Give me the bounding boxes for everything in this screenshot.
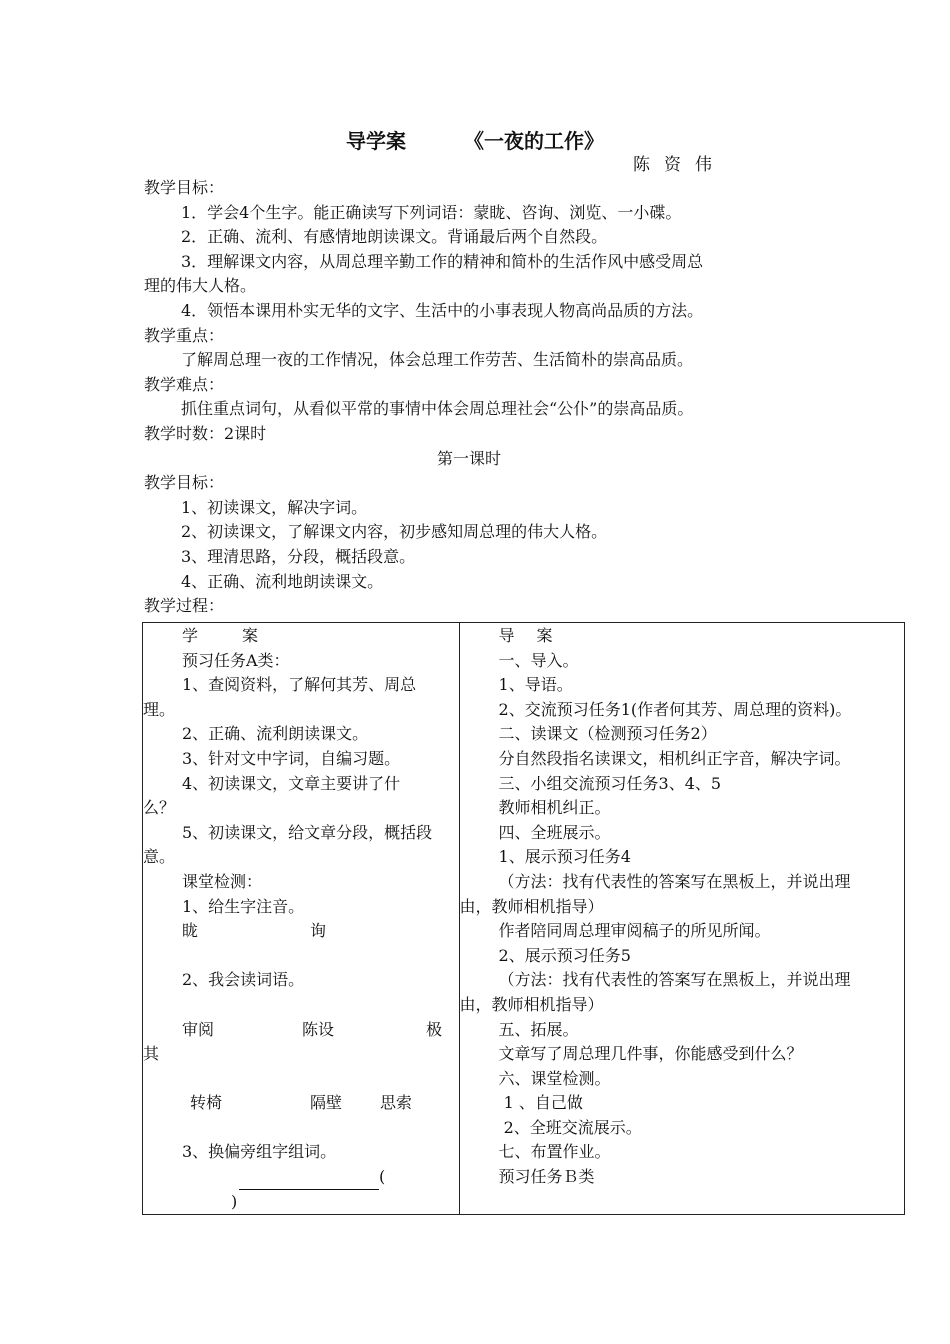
fill-blank-close <box>143 1190 459 1215</box>
title-left: 导学案 <box>346 129 406 153</box>
word-6: 思索 <box>380 1093 413 1113</box>
step-homework: 七、布置作业。 <box>498 1142 611 1162</box>
teaching-plan-header: 导案 <box>498 626 575 645</box>
word-row-2 <box>143 1091 459 1116</box>
fill-blank-row <box>143 1165 459 1190</box>
lesson-goal-3: 3、理清思路，分段，概括段意。 <box>181 546 416 566</box>
lesson-one-heading: 第一课时 <box>436 448 501 468</box>
step-show-1-answer: 作者陪同周总理审阅稿子的所见所闻。 <box>498 921 771 941</box>
step-show-1-method-a: （方法：找有代表性的答案写在黑板上，并说出理 <box>498 871 851 891</box>
step-check: 六、课堂检测。 <box>498 1068 611 1088</box>
document-title <box>0 125 950 154</box>
process-heading: 教学过程： <box>144 596 225 616</box>
step-show-2-method-b: 由，教师相机指导） <box>459 994 604 1014</box>
task-1b: 理。 <box>143 699 176 719</box>
difficulties-heading: 教学难点： <box>144 374 225 394</box>
char-1: 眬 <box>182 921 199 941</box>
task-3: 3、针对文中字词，自编习题。 <box>182 748 401 768</box>
key-points-heading: 教学重点： <box>144 325 225 345</box>
task-2: 2、正确、流利朗读课文。 <box>182 724 369 744</box>
fill-blank-line <box>239 1173 379 1190</box>
check-3: 3、换偏旁组字组词。 <box>182 1142 337 1162</box>
step-group: 三、小组交流预习任务3、4、5 <box>498 773 722 793</box>
word-3b: 其 <box>143 1044 160 1064</box>
title-right: 《一夜的工作》 <box>464 129 604 153</box>
step-extend: 五、拓展。 <box>498 1019 579 1039</box>
paren-open: ( <box>379 1167 386 1187</box>
lesson-objectives-heading: 教学目标： <box>144 473 225 493</box>
check-1: 1、给生字注音。 <box>182 896 305 916</box>
key-points: 了解周总理一夜的工作情况，体会总理工作劳苦、生活简朴的崇高品质。 <box>181 350 694 370</box>
step-intro: 一、导入。 <box>498 650 579 670</box>
study-plan-column <box>143 623 460 1215</box>
lesson-goal-4: 4、正确、流利地朗读课文。 <box>181 571 384 591</box>
word-5: 隔壁 <box>310 1093 343 1113</box>
step-intro-2: 2、交流预习任务1(作者何其芳、周总理的资料)。 <box>498 699 852 719</box>
word-row-1 <box>143 1018 459 1043</box>
word-4: 转椅 <box>190 1093 223 1113</box>
char-2: 询 <box>310 921 327 941</box>
char-row <box>143 919 459 944</box>
word-2: 陈设 <box>302 1019 335 1039</box>
step-homework-task-b: 预习任务Ｂ类 <box>498 1167 595 1187</box>
step-show: 四、全班展示。 <box>498 822 611 842</box>
objectives-heading: 教学目标： <box>144 178 225 197</box>
task-5b: 意。 <box>143 847 176 867</box>
task-1a: 1、查阅资料，了解何其芳、周总 <box>182 675 417 695</box>
teaching-plan-column <box>459 623 904 1215</box>
step-show-2-method-a: （方法：找有代表性的答案写在黑板上，并说出理 <box>498 970 851 990</box>
objective-2: 2．正确、流利、有感情地朗读课文。背诵最后两个自然段。 <box>181 227 608 247</box>
teaching-process-table <box>142 622 905 1215</box>
step-show-1-method-b: 由，教师相机指导） <box>459 896 604 916</box>
step-group-detail: 教师相机纠正。 <box>498 798 611 818</box>
step-intro-1: 1、导语。 <box>498 675 573 695</box>
word-1: 审阅 <box>182 1019 215 1039</box>
teaching-hours: 教学时数：2课时 <box>144 423 267 443</box>
study-plan-header: 学案 <box>182 626 303 645</box>
task-4a: 4、初读课文，文章主要讲了什 <box>182 773 401 793</box>
word-3a: 极 <box>426 1019 443 1039</box>
step-extend-question: 文章写了周总理几件事，你能感受到什么？ <box>498 1044 803 1064</box>
task-a-heading: 预习任务A类： <box>182 650 290 670</box>
task-4b: 么？ <box>143 798 176 818</box>
author-name: 陈资伟 <box>633 155 726 175</box>
objective-3a: 3．理解课文内容，从周总理辛勤工作的精神和简朴的生活作风中感受周总 <box>181 251 704 271</box>
step-check-1: 1 、自己做 <box>498 1093 583 1113</box>
paren-close: ) <box>231 1191 238 1211</box>
lesson-goal-2: 2、初读课文，了解课文内容，初步感知周总理的伟大人格。 <box>181 522 608 542</box>
objective-1: 1．学会4个生字。能正确读写下列词语：蒙眬、咨询、浏览、一小碟。 <box>181 202 682 222</box>
objective-4: 4．领悟本课用朴实无华的文字、生活中的小事表现人物高尚品质的方法。 <box>181 300 704 320</box>
lesson-overview <box>144 176 834 619</box>
lesson-goal-1: 1、初读课文，解决字词。 <box>181 497 368 517</box>
check-2: 2、我会读词语。 <box>182 970 305 990</box>
step-show-1: 1、展示预习任务4 <box>498 847 631 867</box>
difficulties: 抓住重点词句，从看似平常的事情中体会周总理社会“公仆”的崇高品质。 <box>181 399 694 419</box>
task-5a: 5、初读课文，给文章分段，概括段 <box>182 822 433 842</box>
step-check-2: 2、全班交流展示。 <box>498 1117 642 1137</box>
step-show-2: 2、展示预习任务5 <box>498 945 631 965</box>
step-read: 二、读课文（检测预习任务2） <box>498 724 717 744</box>
step-read-detail: 分自然段指名读课文，相机纠正字音，解决字词。 <box>498 748 851 768</box>
objective-3b: 理的伟大人格。 <box>144 276 257 296</box>
check-heading: 课堂检测： <box>182 871 263 891</box>
